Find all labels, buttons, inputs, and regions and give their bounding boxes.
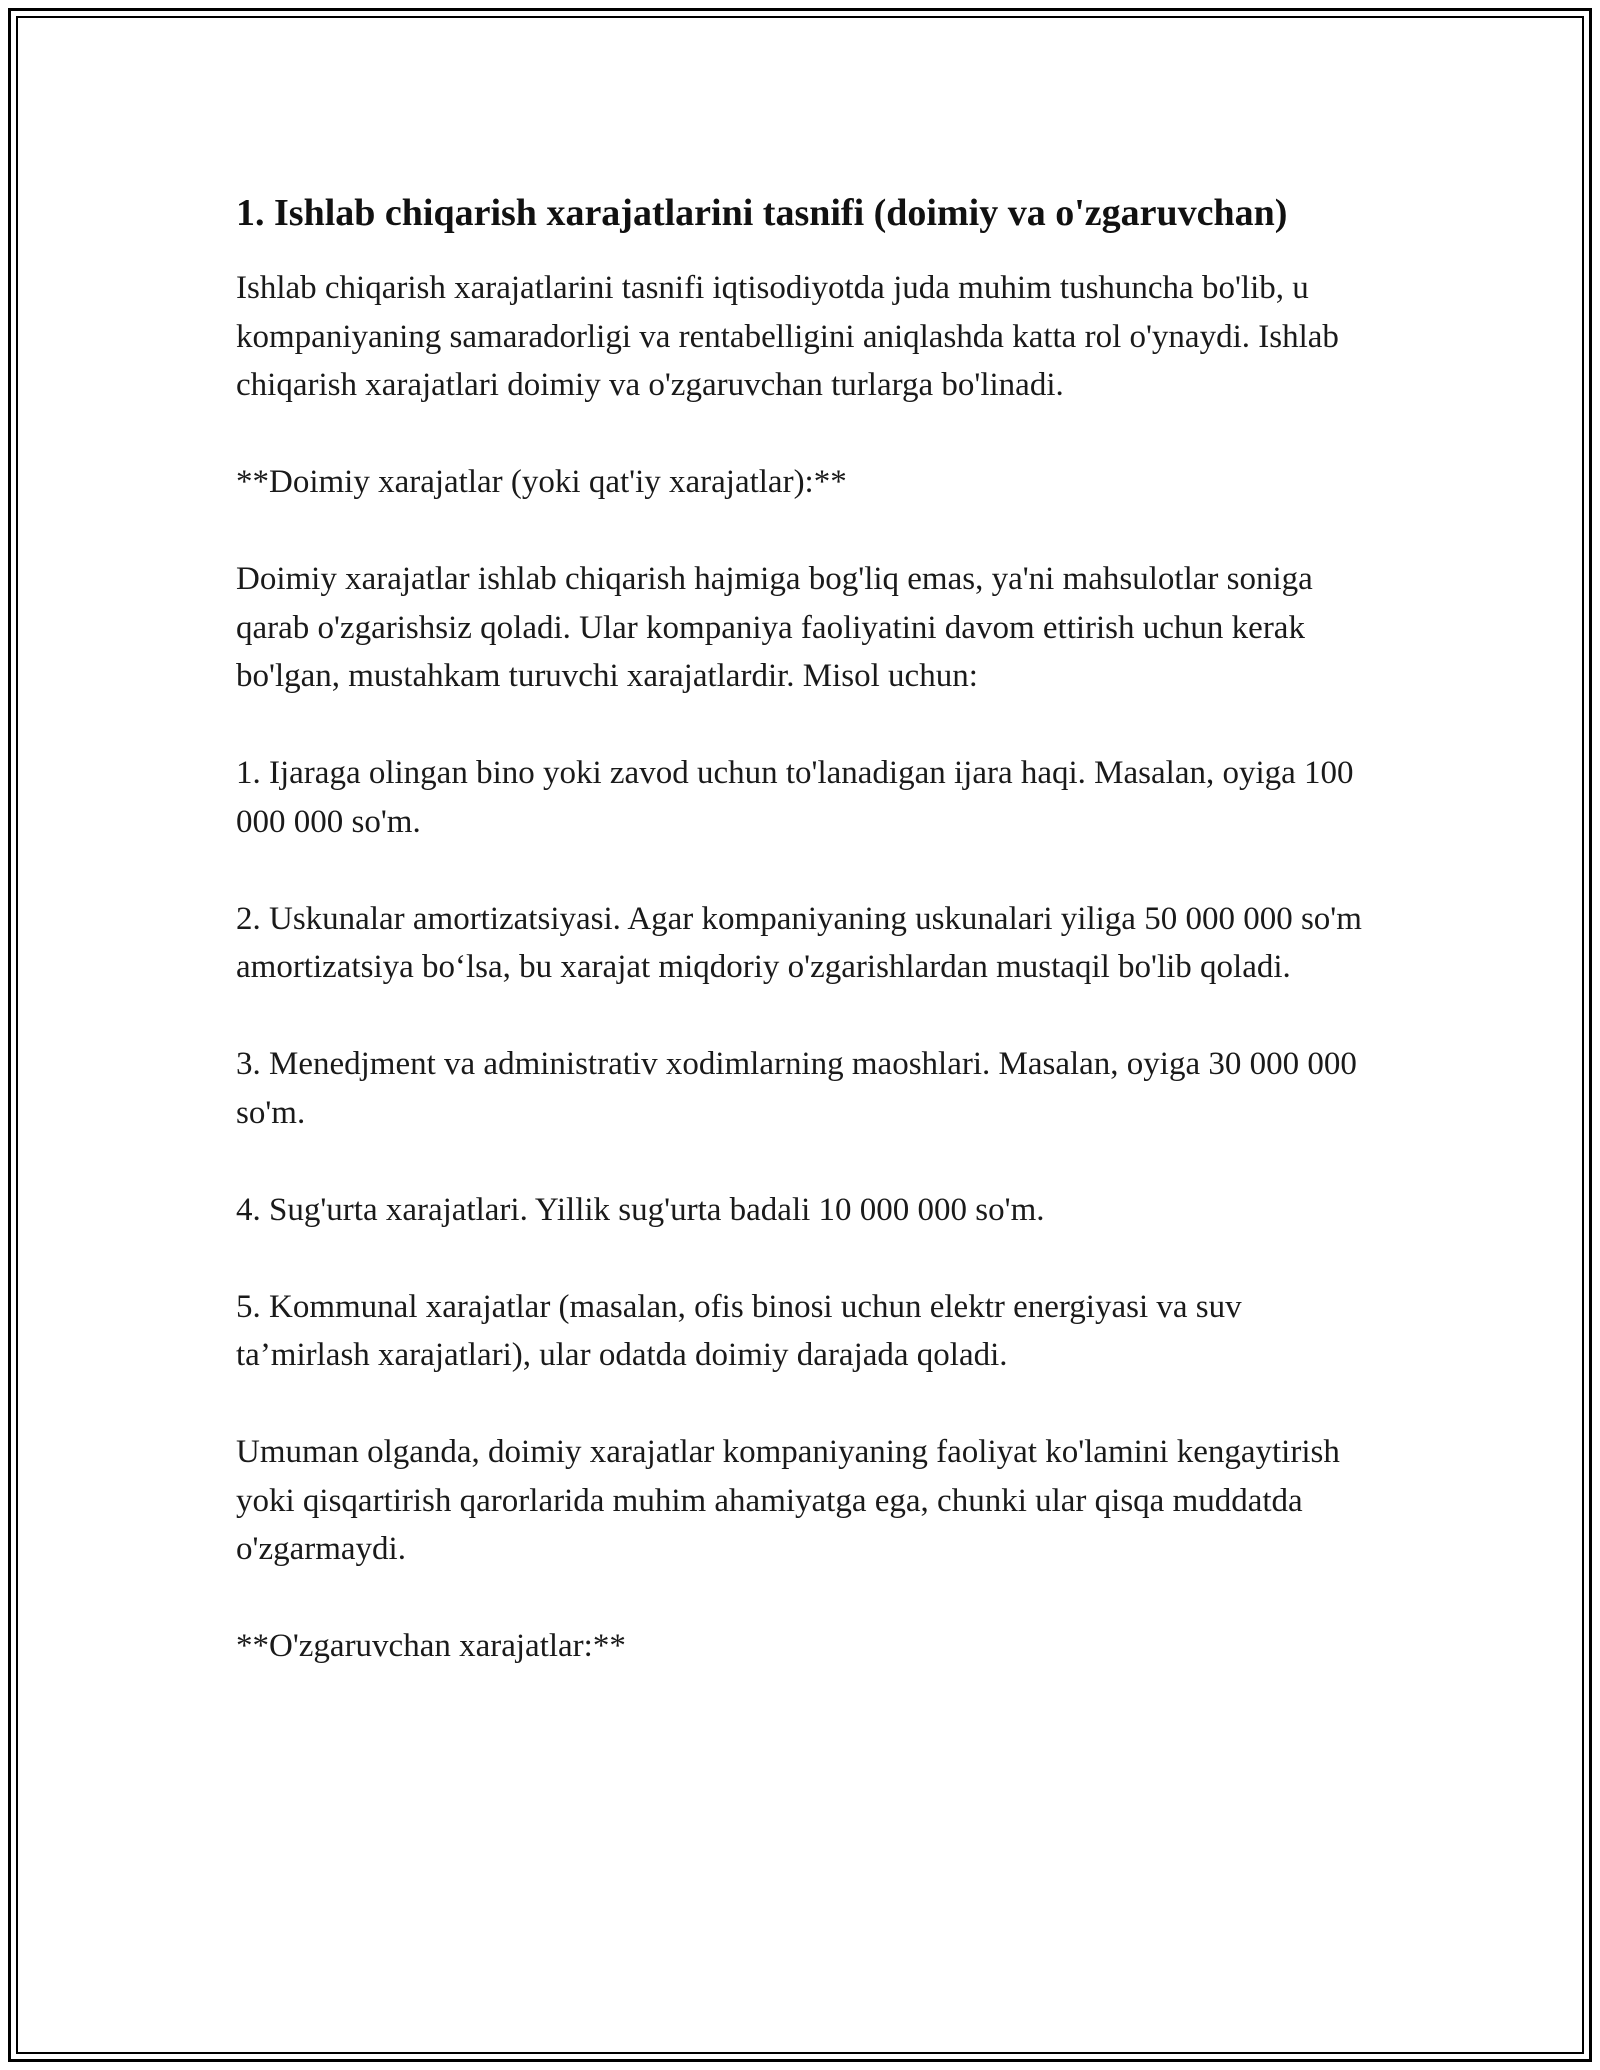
list-item-salaries: 3. Menedjment va administrativ xodimlarning maoshlari. Masalan, oyiga 30 000 000 so'm. [236,1046,1357,1131]
fixed-costs-heading: **Doimiy xarajatlar (yoki qat'iy xarajatlar):** [236,464,847,500]
variable-costs-heading: **O'zgaruvchan xarajatlar:** [236,1628,626,1664]
fixed-costs-summary: Umuman olganda, doimiy xarajatlar kompaniyaning faoliyat ko'lamini kengaytirish yoki qisqartirish qarorlarida muhim ahamiyatga ega, chunki ular qisqa muddatda o'zgarmaydi. [236,1434,1340,1567]
document-title: 1. Ishlab chiqarish xarajatlarini tasnifi (doimiy va o'zgaruvchan) [236,192,1288,234]
list-item-utilities: 5. Kommunal xarajatlar (masalan, ofis binosi uchun elektr energiyasi va suv ta’mirlash xarajatlari), ular odatda doimiy darajada qoladi. [236,1288,1242,1373]
fixed-costs-description: Doimiy xarajatlar ishlab chiqarish hajmiga bog'liq emas, ya'ni mahsulotlar soniga qarab o'zgarishsiz qoladi. Ular kompaniya faoliyatini davom ettirish uchun kerak bo'lgan, mustahkam turuvchi xarajatlardir. Misol uchun: [236,561,1313,694]
intro-paragraph: Ishlab chiqarish xarajatlarini tasnifi iqtisodiyotda juda muhim tushuncha bo'lib, u kompaniyaning samaradorligi va rentabelligini aniqlashda katta rol o'ynaydi. Ishlab chiqarish xarajatlari doimiy va o'zgaruvchan turlarga bo'linadi. [236,270,1339,403]
document-body [236,186,1366,1719]
list-item-rent: 1. Ijaraga olingan bino yoki zavod uchun to'lanadigan ijara haqi. Masalan, oyiga 100 000 000 so'm. [236,755,1354,840]
list-item-depreciation: 2. Uskunalar amortizatsiyasi. Agar kompaniyaning uskunalari yiliga 50 000 000 so'm amortizatsiya bo‘lsa, bu xarajat miqdoriy o'zgarishlardan mustaqil bo'lib qoladi. [236,900,1362,985]
list-item-insurance: 4. Sug'urta xarajatlari. Yillik sug'urta badali 10 000 000 so'm. [236,1191,1045,1228]
